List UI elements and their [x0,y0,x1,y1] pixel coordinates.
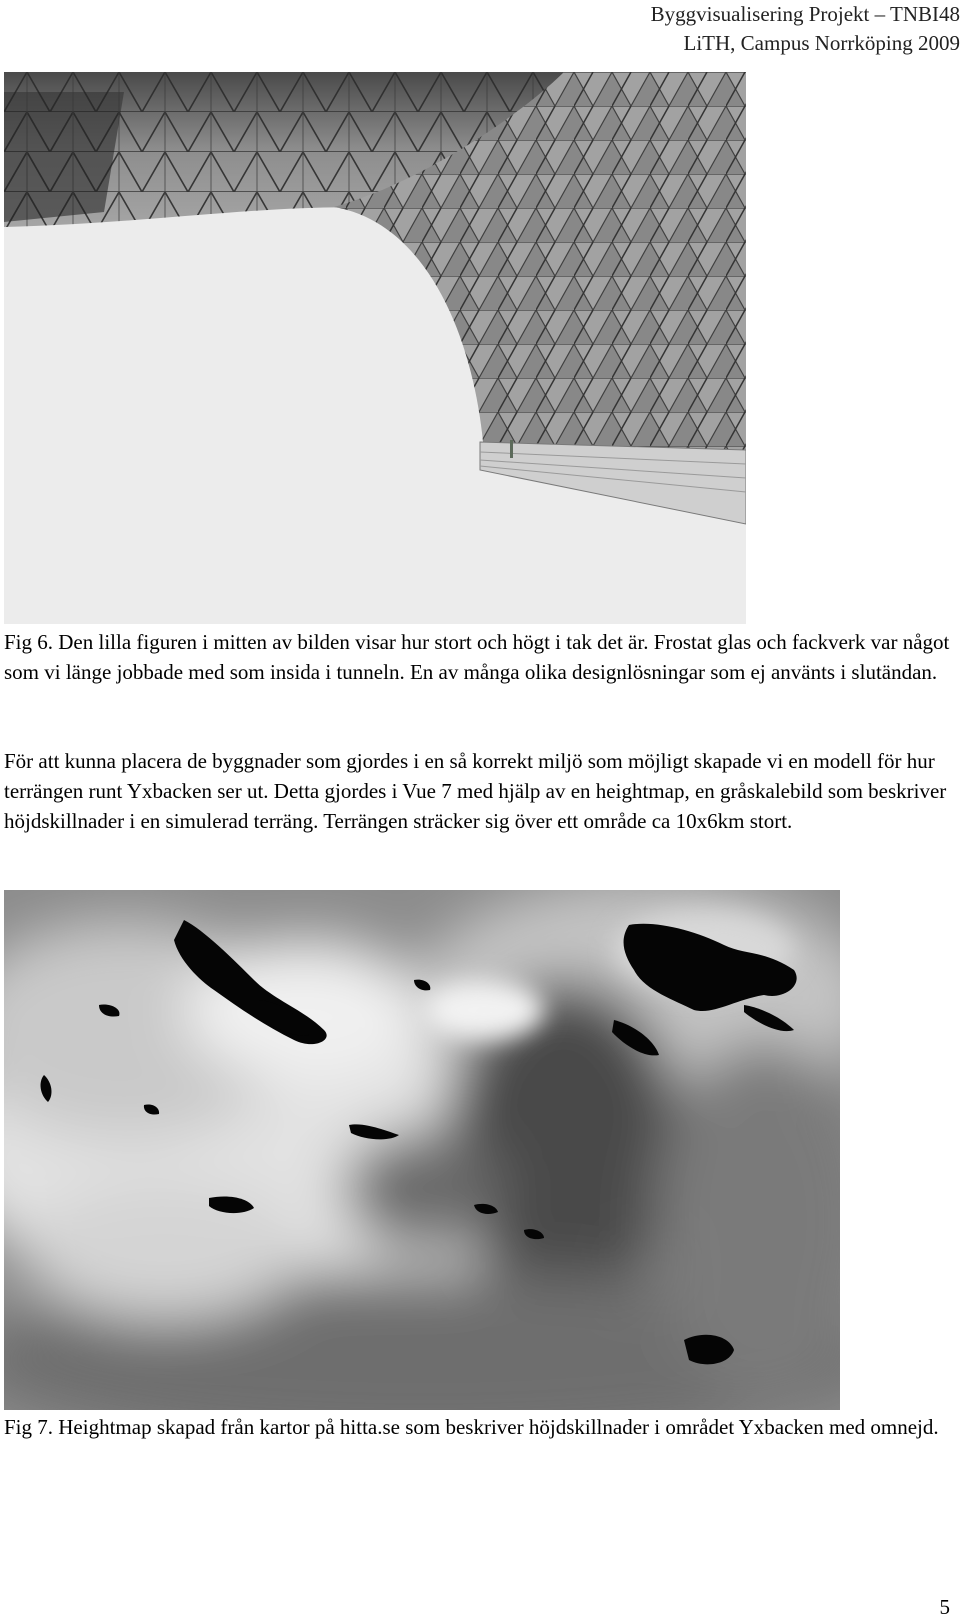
header-project-title: Byggvisualisering Projekt – TNBI48 [650,2,960,26]
header-campus-year: LiTH, Campus Norrköping 2009 [683,31,960,55]
page-header [540,0,960,58]
body-paragraph: För att kunna placera de byggnader som gjordes i en så korrekt miljö som möjligt skapade vi en modell för hur terrängen runt Yxbacken ser ut. Detta gjordes i Vue 7 med hjälp av en heightmap, en gråskalebild som beskriver höjdskillnader i en simulerad terräng. Terrängen sträcker sig över ett område ca 10x6km stort. [4,749,947,833]
page-number: 5 [939,1595,950,1619]
tunnel-render-image [4,72,746,624]
figure-7-caption: Fig 7. Heightmap skapad från kartor på hitta.se som beskriver höjdskillnader i området Yxbacken med omnejd. [4,1415,939,1439]
figure-6-caption: Fig 6. Den lilla figuren i mitten av bilden visar hur stort och högt i tak det är. Frostat glas och fackverk var något som vi länge jobbade med som insida i tunneln. En av många olika designlösningar som ej använts i slutändan. [4,630,950,684]
figure-6-tunnel-render [4,72,746,624]
figure-7-heightmap [4,890,840,1410]
heightmap-image [4,890,840,1410]
